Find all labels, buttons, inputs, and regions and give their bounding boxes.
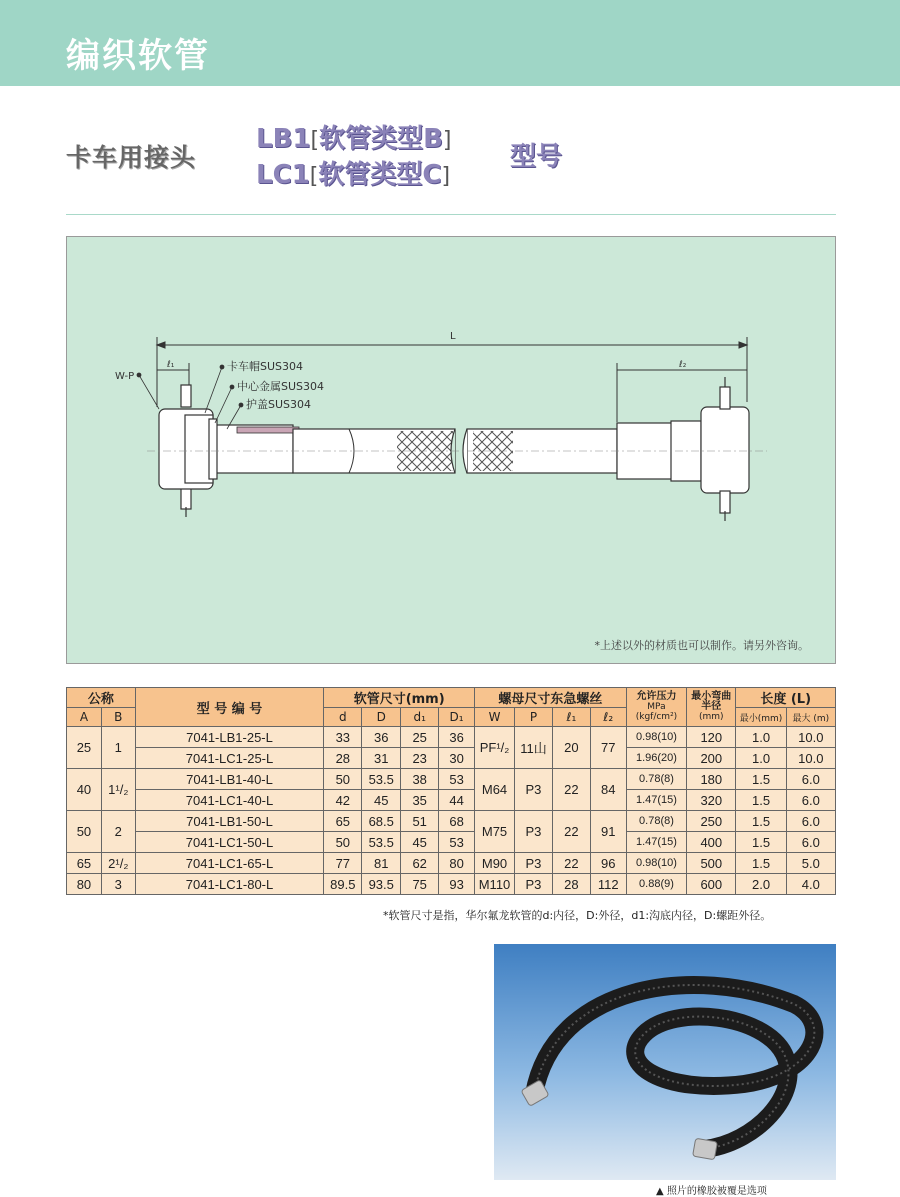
header-nut-size: 螺母尺寸东急螺丝 [475,688,627,708]
cell-D1: 30 [439,748,475,769]
header-w: W [475,708,515,727]
cell-min: 1.5 [736,790,786,811]
header-bend-line3: (mm) [699,712,724,722]
model-code: LB1 [256,124,311,154]
cell-bend: 180 [687,769,736,790]
cell-p: 11山 [515,727,553,769]
cell-b: 1¹/₂ [101,769,135,811]
cell-w: M75 [475,811,515,853]
cell-D1: 53 [439,832,475,853]
cell-l2: 112 [590,874,626,895]
cell-D: 45 [362,790,401,811]
cell-w: M64 [475,769,515,811]
cell-D: 53.5 [362,832,401,853]
cell-D: 31 [362,748,401,769]
cell-bend: 120 [687,727,736,748]
cell-D1: 68 [439,811,475,832]
label-length: L [450,331,456,342]
hose-drawing [67,237,837,665]
header-hose-size: 软管尺寸(mm) [324,688,475,708]
cell-d1: 38 [401,769,439,790]
bracket-open: [ [309,164,319,189]
cell-b: 2¹/₂ [101,853,135,874]
bracket-close: ] [441,164,451,189]
cell-bend: 320 [687,790,736,811]
cell-min: 1.5 [736,853,786,874]
cell-d1: 25 [401,727,439,748]
cell-min: 1.0 [736,727,786,748]
cell-l2: 77 [590,727,626,769]
header-p: P [515,708,553,727]
bracket-close: ] [442,128,452,153]
header-pressure-line1: 允许压力 [636,691,677,702]
cell-D1: 93 [439,874,475,895]
header-D: D [362,708,401,727]
cell-pressure: 0.78(8) [626,769,686,790]
model-suffix: 型号 [510,142,563,172]
cell-p: P3 [515,853,553,874]
cell-D1: 36 [439,727,475,748]
table-row [67,727,836,748]
label-center-metal: 中心金属SUS304 [237,380,325,393]
model-code: LC1 [256,160,310,190]
cell-D: 93.5 [362,874,401,895]
header-min: 最小(mm) [736,708,786,727]
cell-model: 7041-LB1-40-L [135,769,324,790]
cell-min: 1.5 [736,832,786,853]
cell-max: 10.0 [786,748,835,769]
header-b: B [101,708,135,727]
label-wp: W-P [115,371,135,382]
header-nominal: 公称 [67,688,136,708]
cell-d1: 62 [401,853,439,874]
cell-w: PF¹/₂ [475,727,515,769]
cell-model: 7041-LC1-80-L [135,874,324,895]
cell-d: 33 [324,727,362,748]
model-line-lb1 [256,118,452,155]
cell-a: 25 [67,727,102,769]
divider [66,214,836,215]
header-banner [0,0,900,86]
table-row [67,769,836,790]
cell-model: 7041-LC1-40-L [135,790,324,811]
header-bend-line2: 半径 [701,701,722,712]
bracket-open: [ [310,128,320,153]
cell-l1: 22 [552,853,590,874]
cell-d: 50 [324,769,362,790]
cell-max: 4.0 [786,874,835,895]
label-cap: 卡车帽SUS304 [227,360,304,373]
subtitle-left: 卡车用接头 [66,143,197,172]
cell-b: 2 [101,811,135,853]
cell-min: 1.5 [736,769,786,790]
cell-d: 65 [324,811,362,832]
cell-pressure: 1.47(15) [626,790,686,811]
cell-pressure: 1.47(15) [626,832,686,853]
cell-model: 7041-LB1-25-L [135,727,324,748]
cell-a: 80 [67,874,102,895]
cell-b: 3 [101,874,135,895]
cell-D: 81 [362,853,401,874]
cell-a: 50 [67,811,102,853]
cell-d1: 75 [401,874,439,895]
cell-d: 77 [324,853,362,874]
label-cover: 护盖SUS304 [246,398,312,411]
hose-diagram [66,236,836,664]
cell-bend: 500 [687,853,736,874]
table-row [67,874,836,895]
cell-max: 6.0 [786,811,835,832]
header-a: A [67,708,102,727]
header-pressure [626,688,686,727]
cell-max: 6.0 [786,832,835,853]
cell-d: 42 [324,790,362,811]
model-type-label: 软管类型B [319,124,443,154]
cell-p: P3 [515,811,553,853]
spec-table [66,687,836,895]
table-row [67,853,836,874]
cell-pressure: 0.98(10) [626,853,686,874]
cell-d1: 35 [401,790,439,811]
cell-model: 7041-LC1-50-L [135,832,324,853]
header-l2: ℓ₂ [590,708,626,727]
model-line-lc1 [256,154,450,191]
diagram-note: *上述以外的材质也可以制作。请另外咨询。 [594,639,809,652]
header-length: 长度 (L) [736,688,836,708]
cell-d1: 23 [401,748,439,769]
header-d1: d₁ [401,708,439,727]
cell-bend: 250 [687,811,736,832]
photo-caption: ▲ 照片的橡胶被覆是选项 [656,1186,767,1197]
cell-model: 7041-LC1-65-L [135,853,324,874]
cell-b: 1 [101,727,135,769]
cell-l2: 91 [590,811,626,853]
header-l1: ℓ₁ [552,708,590,727]
cell-min: 1.0 [736,748,786,769]
table-row [67,811,836,832]
cell-a: 40 [67,769,102,811]
cell-l1: 22 [552,769,590,811]
cell-w: M110 [475,874,515,895]
header-pressure-line2: MPa [647,702,666,712]
cell-D: 68.5 [362,811,401,832]
table-row [67,790,836,811]
cell-max: 6.0 [786,790,835,811]
table-row [67,748,836,769]
cell-l2: 96 [590,853,626,874]
cell-d1: 51 [401,811,439,832]
header-max: 最大 (m) [786,708,835,727]
cell-max: 6.0 [786,769,835,790]
cell-D: 53.5 [362,769,401,790]
cell-w: M90 [475,853,515,874]
cell-l1: 20 [552,727,590,769]
cell-D: 36 [362,727,401,748]
header-bend-radius [687,688,736,727]
cell-pressure: 0.88(9) [626,874,686,895]
cell-d: 89.5 [324,874,362,895]
cell-D1: 53 [439,769,475,790]
table-row [67,832,836,853]
cell-p: P3 [515,769,553,811]
cell-max: 5.0 [786,853,835,874]
cell-bend: 400 [687,832,736,853]
cell-d1: 45 [401,832,439,853]
cell-a: 65 [67,853,102,874]
cell-model: 7041-LB1-50-L [135,811,324,832]
model-type-label: 软管类型C [318,160,442,190]
header-d: d [324,708,362,727]
cell-d: 28 [324,748,362,769]
cell-min: 2.0 [736,874,786,895]
cell-min: 1.5 [736,811,786,832]
label-l1: ℓ₁ [167,360,175,370]
cell-max: 10.0 [786,727,835,748]
cell-D1: 80 [439,853,475,874]
cell-l2: 84 [590,769,626,811]
header-D1: D₁ [439,708,475,727]
page-title: 编织软管 [66,36,210,76]
product-photo [494,944,836,1180]
right-fitting [617,377,749,521]
cell-model: 7041-LC1-25-L [135,748,324,769]
cell-D1: 44 [439,790,475,811]
cell-pressure: 0.98(10) [626,727,686,748]
header-model: 型 号 编 号 [135,688,324,727]
inner-sleeve [237,427,299,433]
cell-pressure: 1.96(20) [626,748,686,769]
hose-photo-illustration [494,944,836,1180]
cell-l1: 28 [552,874,590,895]
header-pressure-line3: (kgf/cm²) [635,712,678,722]
table-footnote: *软管尺寸是指，华尔氟龙软管的d:内径，D:外径，d1:沟底内径，D:螺距外径。 [383,909,772,922]
cell-l1: 22 [552,811,590,853]
cell-d: 50 [324,832,362,853]
cell-bend: 600 [687,874,736,895]
cell-bend: 200 [687,748,736,769]
cell-pressure: 0.78(8) [626,811,686,832]
label-l2: ℓ₂ [679,360,687,370]
cell-p: P3 [515,874,553,895]
header-bend-line1: 最小弯曲 [691,691,732,702]
